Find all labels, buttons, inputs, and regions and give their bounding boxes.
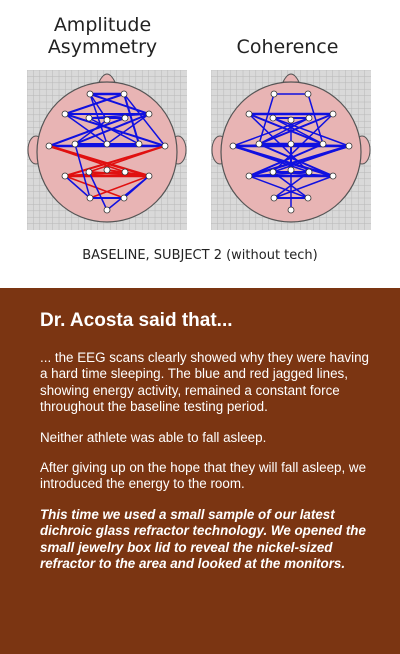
- electrode-node: [86, 169, 92, 175]
- electrode-node: [46, 143, 52, 149]
- electrode-node: [288, 167, 294, 173]
- electrode-node: [270, 169, 276, 175]
- electrode-node: [271, 195, 277, 201]
- electrode-node: [288, 141, 294, 147]
- electrode-node: [122, 169, 128, 175]
- paragraph-3: After giving up on the hope that they will fall asleep, we introduced the energy to the room.: [40, 460, 367, 492]
- electrode-node: [122, 115, 128, 121]
- electrode-node: [104, 117, 110, 123]
- electrode-node: [256, 141, 262, 147]
- electrode-node: [136, 141, 142, 147]
- electrode-node: [246, 111, 252, 117]
- paragraph-1: ... the EEG scans clearly showed why they were having a hard time sleeping. The blue and red jagged lines, showing energy activity, remained a constant force throughout the baseline testing period.: [40, 350, 369, 415]
- electrode-node: [230, 143, 236, 149]
- electrode-node: [146, 173, 152, 179]
- amplitude-asymmetry-title: [20, 14, 185, 58]
- electrode-node: [330, 111, 336, 117]
- head-shape: [37, 82, 177, 222]
- electrode-node: [104, 167, 110, 173]
- article-body: [40, 350, 374, 586]
- electrode-node: [246, 173, 252, 179]
- electrode-node: [271, 91, 277, 97]
- electrode-node: [305, 91, 311, 97]
- electrode-node: [121, 195, 127, 201]
- electrode-node: [288, 207, 294, 213]
- electrode-node: [104, 207, 110, 213]
- title-line-1: Amplitude: [53, 14, 152, 36]
- coherence-head-map: [211, 70, 371, 230]
- baseline-caption: BASELINE, SUBJECT 2 (without tech): [82, 248, 318, 263]
- title-line-2: Asymmetry: [47, 36, 158, 58]
- paragraph-4: This time we used a small sample of our latest dichroic glass refractor technology. We opened the small jewelry box lid to reveal the nickel-sized refractor to the area and looked at the monitors.: [40, 506, 366, 572]
- electrode-node: [104, 141, 110, 147]
- electrode-node: [87, 195, 93, 201]
- electrode-node: [330, 173, 336, 179]
- electrode-node: [305, 195, 311, 201]
- electrode-node: [320, 141, 326, 147]
- electrode-node: [306, 115, 312, 121]
- electrode-node: [146, 111, 152, 117]
- coherence-title: Coherence: [236, 36, 339, 58]
- electrode-node: [270, 115, 276, 121]
- electrode-node: [87, 91, 93, 97]
- electrode-node: [306, 169, 312, 175]
- electrode-node: [86, 115, 92, 121]
- electrode-node: [162, 143, 168, 149]
- article-panel: [0, 288, 400, 654]
- paragraph-2: Neither athlete was able to fall asleep.: [40, 429, 267, 445]
- article-heading: Dr. Acosta said that...: [40, 310, 233, 331]
- electrode-node: [288, 117, 294, 123]
- electrode-node: [121, 91, 127, 97]
- electrode-node: [62, 111, 68, 117]
- amplitude-asymmetry-head-map: [27, 70, 187, 230]
- figure-area: [0, 0, 400, 288]
- electrode-node: [62, 173, 68, 179]
- electrode-node: [346, 143, 352, 149]
- electrode-node: [72, 141, 78, 147]
